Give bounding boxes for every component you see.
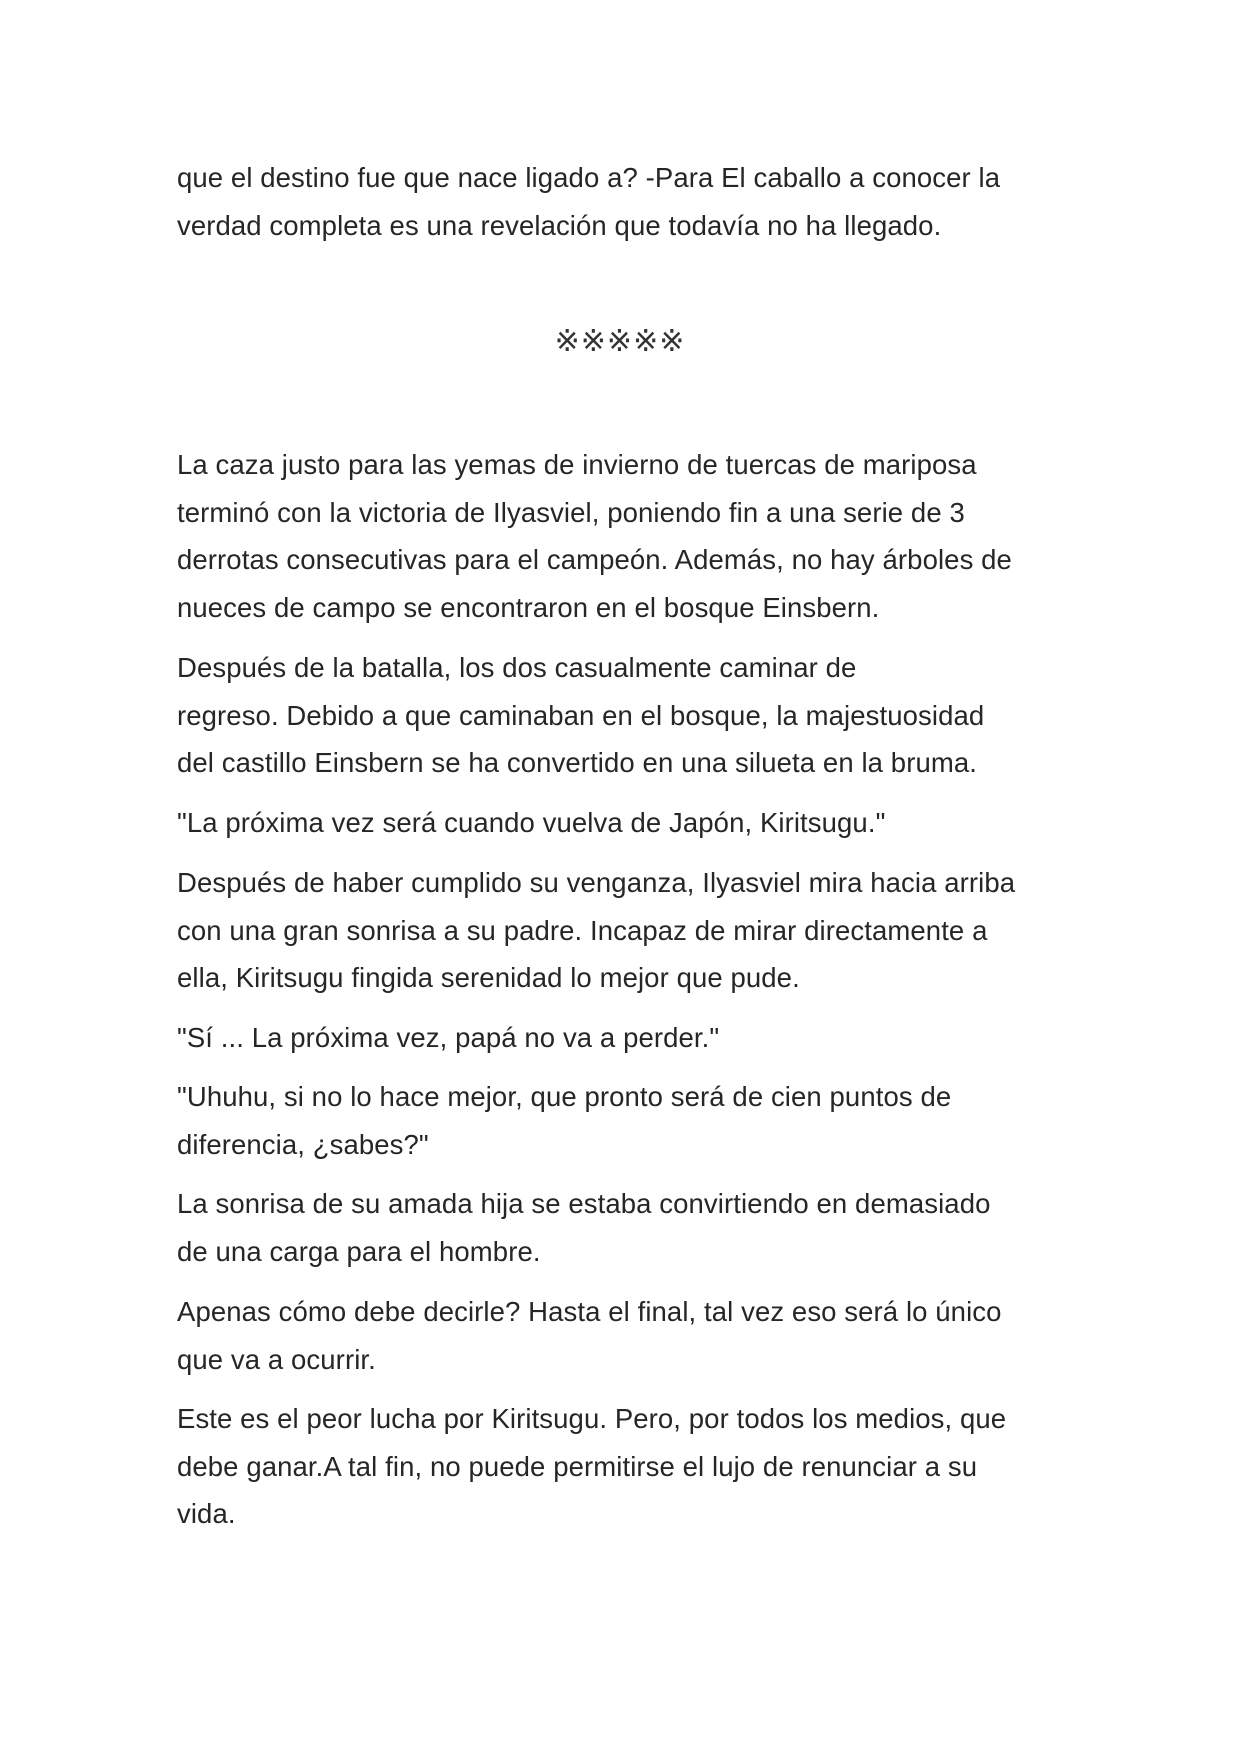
text-line: Apenas cómo debe decirle? Hasta el final, tal vez eso será lo único [177, 1296, 1002, 1327]
paragraph-4 [177, 799, 1077, 847]
paragraph-3 [177, 644, 1077, 787]
paragraph-2 [177, 441, 1077, 631]
text-line: del castillo Einsbern se ha convertido en una silueta en la bruma. [177, 747, 977, 778]
paragraph-9 [177, 1288, 1077, 1383]
paragraph-7 [177, 1073, 1077, 1168]
text-line: regreso. Debido a que caminaban en el bosque, la majestuosidad [177, 699, 985, 731]
text-line: nueces de campo se encontraron en el bosque Einsbern. [177, 591, 880, 623]
text-line: debe ganar.A tal fin, no puede permitirse el lujo de renunciar a su [177, 1450, 978, 1482]
text-line: verdad completa es una revelación que todavía no ha llegado. [177, 209, 942, 241]
text-line: vida. [177, 1498, 236, 1529]
text-line: "Sí ... La próxima vez, papá no va a perder." [177, 1022, 720, 1053]
section-separator: ※※※※※ [554, 324, 686, 359]
text-line: "Uhuhu, si no lo hace mejor, que pronto será de cien puntos de [177, 1081, 952, 1112]
paragraph-6 [177, 1014, 1077, 1062]
text-line: derrotas consecutivas para el campeón. Además, no hay árboles de [177, 544, 1012, 575]
text-line: con una gran sonrisa a su padre. Incapaz de mirar directamente a [177, 914, 988, 946]
text-line: Después de haber cumplido su venganza, Ilyasviel mira hacia arriba [177, 867, 1016, 898]
text-line: "La próxima vez será cuando vuelva de Japón, Kiritsugu." [177, 807, 886, 838]
text-line: que va a ocurrir. [177, 1343, 376, 1375]
text-line: terminó con la victoria de Ilyasviel, poniendo fin a una serie de 3 [177, 496, 965, 528]
text-line: Este es el peor lucha por Kiritsugu. Pero, por todos los medios, que [177, 1403, 1007, 1434]
text-line: La caza justo para las yemas de invierno de tuercas de mariposa [177, 449, 977, 480]
text-line: diferencia, ¿sabes?" [177, 1128, 429, 1160]
paragraph-10 [177, 1395, 1077, 1538]
paragraph-8 [177, 1180, 1077, 1275]
paragraph-1 [177, 154, 1077, 249]
text-line: La sonrisa de su amada hija se estaba convirtiendo en demasiado [177, 1188, 991, 1219]
paragraph-5 [177, 859, 1077, 1002]
text-line: ella, Kiritsugu fingida serenidad lo mejor que pude. [177, 962, 800, 993]
text-line: Después de la batalla, los dos casualmente caminar de [177, 652, 857, 683]
text-line: que el destino fue que nace ligado a? -Para El caballo a conocer la [177, 162, 1001, 193]
text-line: de una carga para el hombre. [177, 1235, 541, 1267]
